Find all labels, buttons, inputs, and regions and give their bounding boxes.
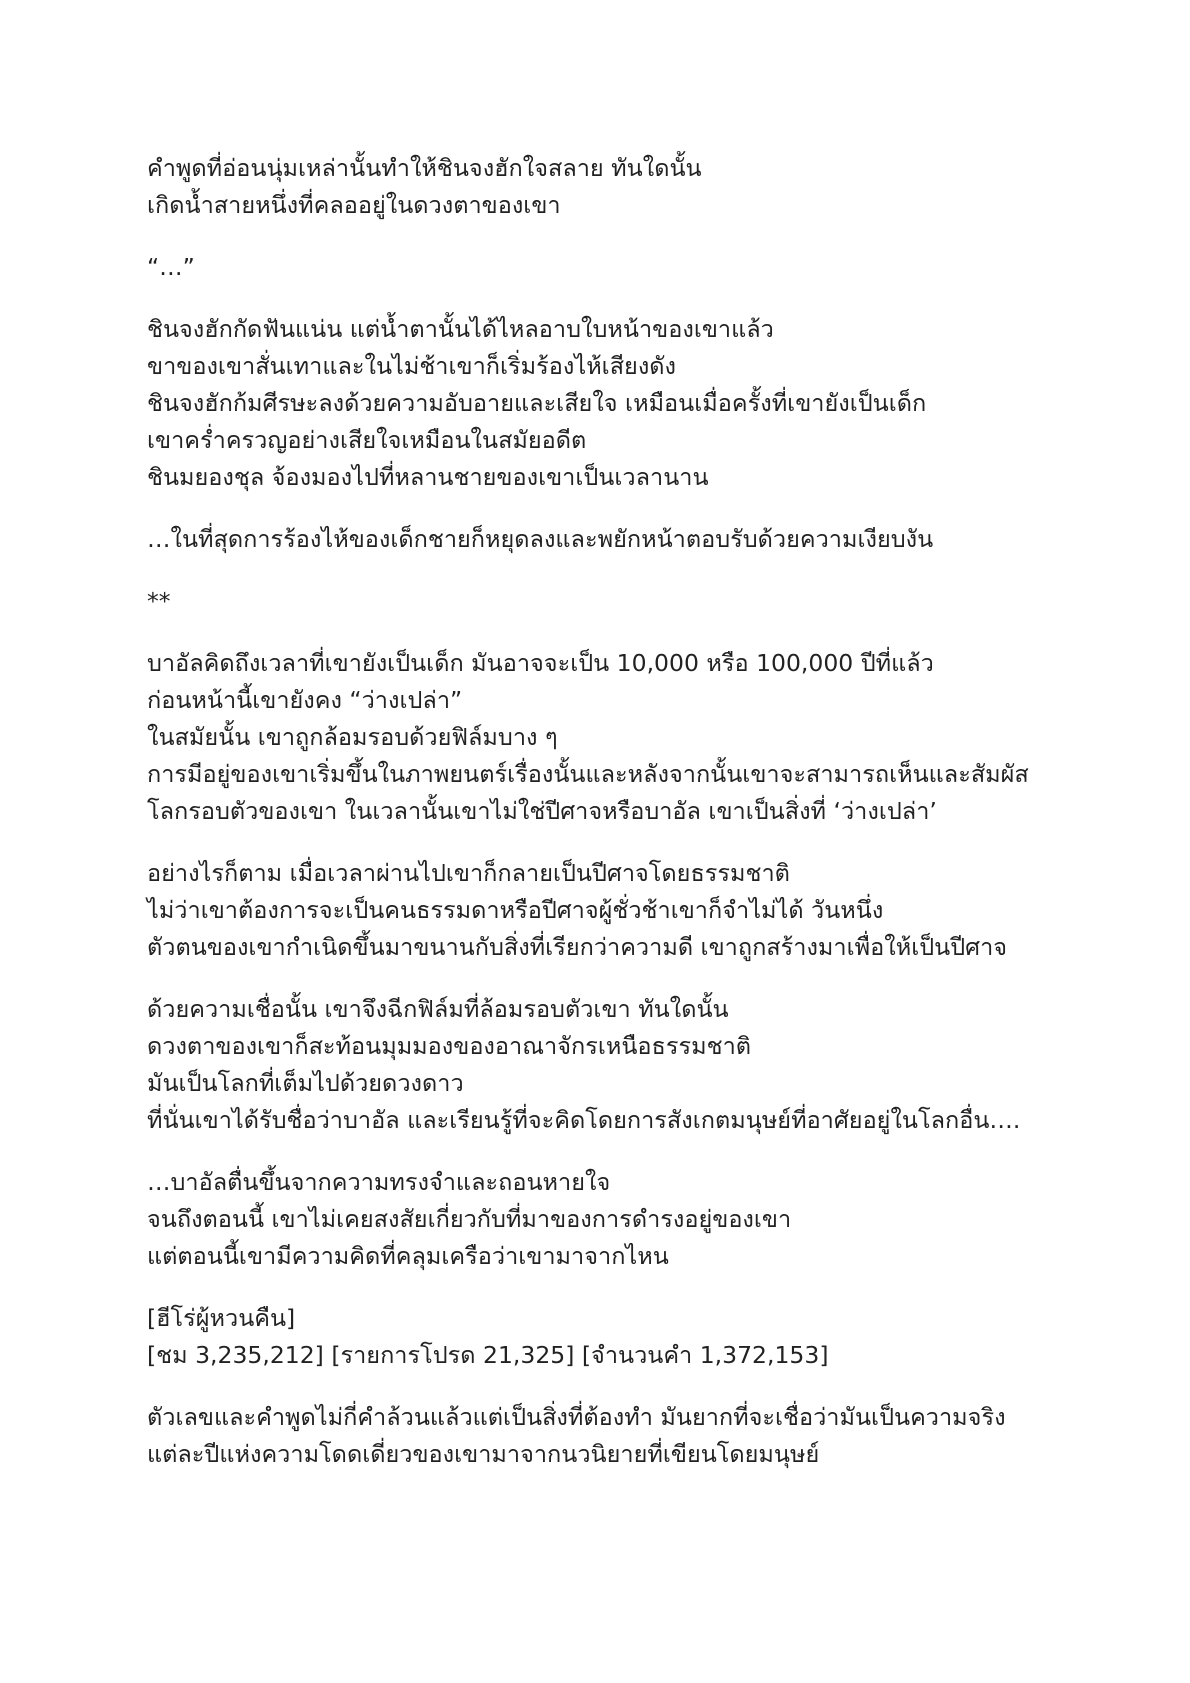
document-page bbox=[147, 150, 1047, 1498]
text-line: ตัวเลขและคำพูดไม่กี่คำล้วนแล้วแต่เป็นสิ่งที่ต้องทำ มันยากที่จะเชื่อว่ามันเป็นความจริง bbox=[147, 1403, 1006, 1431]
text-line: ชินมยองชุล จ้องมองไปที่หลานชายของเขาเป็นเวลานาน bbox=[147, 463, 709, 491]
text-line: ที่นั่นเขาได้รับชื่อว่าบาอัล และเรียนรู้ที่จะคิดโดยการสังเกตมนุษย์ที่อาศัยอยู่ในโลกอื่น…. bbox=[147, 1106, 1021, 1134]
text-line: ขาของเขาสั่นเทาและในไม่ช้าเขาก็เริ่มร้องไห้เสียงดัง bbox=[147, 352, 677, 380]
text-line: แต่ละปีแห่งความโดดเดี่ยวของเขามาจากนวนิยายที่เขียนโดยมนุษย์ bbox=[147, 1440, 820, 1468]
text-line: การมีอยู่ของเขาเริ่มขึ้นในภาพยนตร์เรื่องนั้นและหลังจากนั้นเขาจะสามารถเห็นและสัมผัส bbox=[147, 760, 1029, 788]
paragraph bbox=[147, 1399, 1047, 1473]
paragraph bbox=[147, 1164, 1047, 1275]
text-line: คำพูดที่อ่อนนุ่มเหล่านั้นทำให้ชินจงฮักใจสลาย ทันใดนั้น bbox=[147, 154, 702, 182]
text-line: ตัวตนของเขากำเนิดขึ้นมาขนานกับสิ่งที่เรียกว่าความดี เขาถูกสร้างมาเพื่อให้เป็นปีศาจ bbox=[147, 933, 1008, 961]
text-line: มันเป็นโลกที่เต็มไปด้วยดวงดาว bbox=[147, 1069, 464, 1097]
text-line: [ฮีโร่ผู้หวนคืน] bbox=[147, 1304, 296, 1332]
text-line: แต่ตอนนี้เขามีความคิดที่คลุมเครือว่าเขามาจากไหน bbox=[147, 1242, 669, 1270]
text-line: อย่างไรก็ตาม เมื่อเวลาผ่านไปเขาก็กลายเป็นปีศาจโดยธรรมชาติ bbox=[147, 859, 790, 887]
paragraph bbox=[147, 855, 1047, 966]
text-line: ชินจงฮักก้มศีรษะลงด้วยความอับอายและเสียใจ เหมือนเมื่อครั้งที่เขายังเป็นเด็ก bbox=[147, 389, 927, 417]
text-line: …บาอัลตื่นขึ้นจากความทรงจำและถอนหายใจ bbox=[147, 1168, 611, 1196]
paragraph bbox=[147, 150, 1047, 224]
paragraph bbox=[147, 991, 1047, 1139]
text-line: …ในที่สุดการร้องไห้ของเด็กชายก็หยุดลงและพยักหน้าตอบรับด้วยความเงียบงัน bbox=[147, 525, 934, 553]
text-line: “…” bbox=[147, 253, 195, 281]
text-line: ก่อนหน้านี้เขายังคง “ว่างเปล่า” bbox=[147, 686, 463, 714]
text-line: ด้วยความเชื่อนั้น เขาจึงฉีกฟิล์มที่ล้อมรอบตัวเขา ทันใดนั้น bbox=[147, 995, 729, 1023]
text-line: ดวงตาของเขาก็สะท้อนมุมมองของอาณาจักรเหนือธรรมชาติ bbox=[147, 1032, 752, 1060]
text-line: [ชม 3,235,212] [รายการโปรด 21,325] [จำนวนคำ 1,372,153] bbox=[147, 1341, 829, 1369]
text-line: ชินจงฮักกัดฟันแน่น แต่น้ำตานั้นได้ไหลอาบใบหน้าของเขาแล้ว bbox=[147, 315, 774, 343]
section-separator bbox=[147, 583, 1047, 620]
text-line: เขาคร่ำครวญอย่างเสียใจเหมือนในสมัยอดีต bbox=[147, 426, 587, 454]
text-line: จนถึงตอนนี้ เขาไม่เคยสงสัยเกี่ยวกับที่มาของการดำรงอยู่ของเขา bbox=[147, 1205, 792, 1233]
text-line: ไม่ว่าเขาต้องการจะเป็นคนธรรมดาหรือปีศาจผู้ชั่วช้าเขาก็จำไม่ได้ วันหนึ่ง bbox=[147, 896, 884, 924]
paragraph bbox=[147, 521, 1047, 558]
text-line: โลกรอบตัวของเขา ในเวลานั้นเขาไม่ใช่ปีศาจหรือบาอัล เขาเป็นสิ่งที่ ‘ว่างเปล่า’ bbox=[147, 797, 937, 825]
paragraph bbox=[147, 249, 1047, 286]
novel-stats-block bbox=[147, 1300, 1047, 1374]
paragraph bbox=[147, 311, 1047, 496]
paragraph bbox=[147, 645, 1047, 830]
text-line: เกิดน้ำสายหนึ่งที่คลออยู่ในดวงตาของเขา bbox=[147, 191, 561, 219]
text-line: ในสมัยนั้น เขาถูกล้อมรอบด้วยฟิล์มบาง ๆ bbox=[147, 723, 558, 751]
text-line: ** bbox=[147, 587, 171, 615]
text-line: บาอัลคิดถึงเวลาที่เขายังเป็นเด็ก มันอาจจะเป็น 10,000 หรือ 100,000 ปีที่แล้ว bbox=[147, 649, 934, 677]
